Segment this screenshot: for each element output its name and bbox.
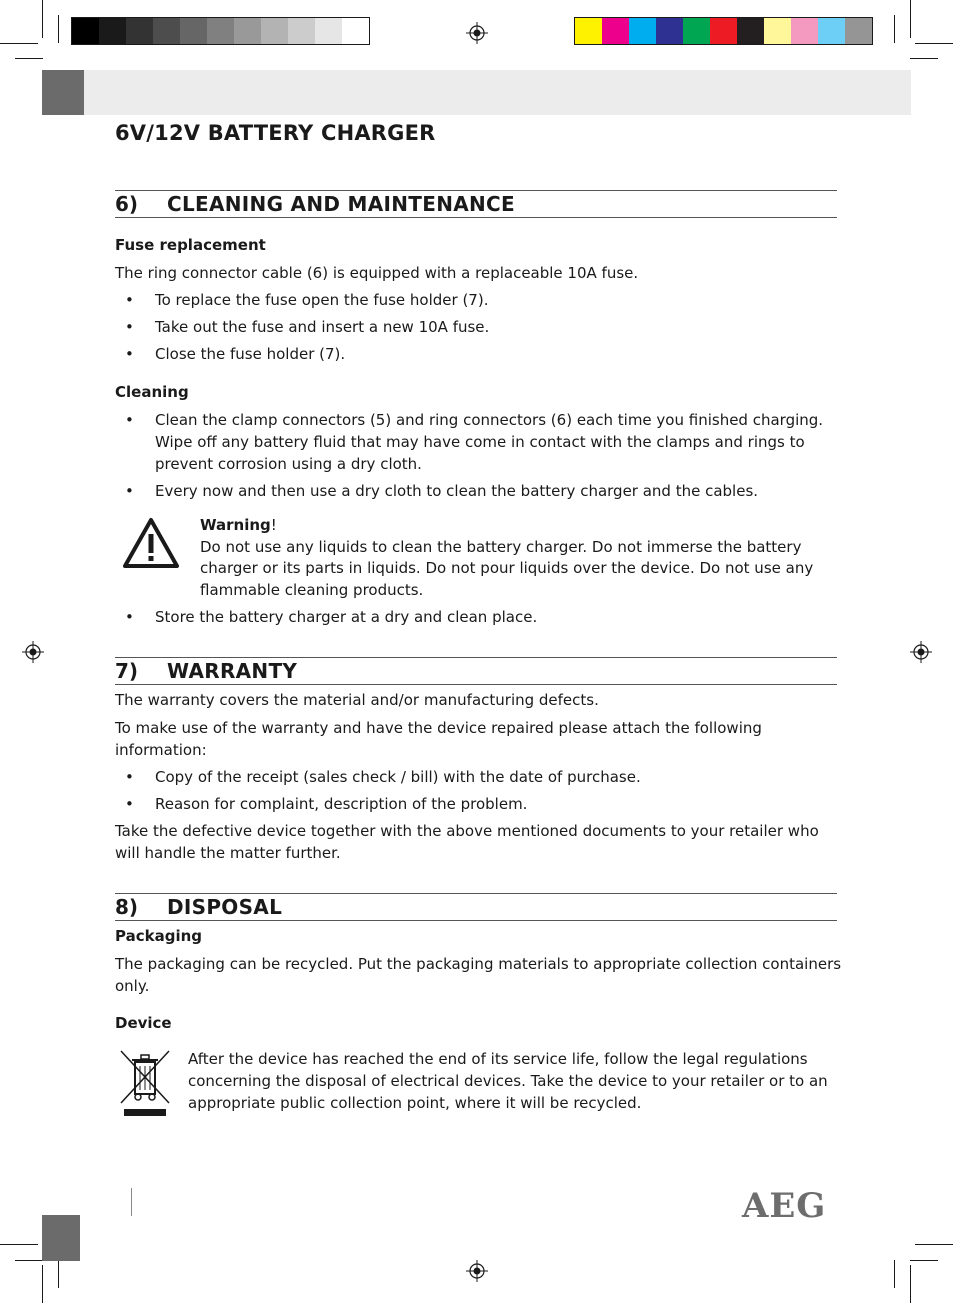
- calibration-swatch: [737, 18, 764, 44]
- warning-triangle-icon: [122, 517, 180, 569]
- calibration-swatch: [683, 18, 710, 44]
- packaging-text: The packaging can be recycled. Put the packaging materials to appropriate collection containers only.: [115, 955, 842, 995]
- header-band: [42, 70, 911, 115]
- warning-text: Do not use any liquids to clean the battery charger. Do not immerse the battery charger or its parts in liquids. Do not pour liquids over the device. Do not use any flammable cleaning products.: [200, 537, 814, 599]
- calibration-swatch: [153, 18, 180, 44]
- color-calibration-strip: [574, 17, 873, 45]
- calibration-swatch: [575, 18, 602, 44]
- crop-mark: [910, 58, 938, 59]
- crop-mark: [894, 1260, 895, 1288]
- warranty-paragraph: To make use of the warranty and have the device repaired please attach the following information:: [115, 719, 762, 759]
- section-title: WARRANTY: [167, 659, 298, 683]
- section-heading-warranty: [115, 657, 837, 685]
- calibration-swatch: [180, 18, 207, 44]
- section-heading-disposal: [115, 893, 837, 921]
- crop-mark: [915, 43, 953, 44]
- crop-mark: [915, 1244, 953, 1245]
- registration-mark-icon: [466, 22, 488, 44]
- crop-mark: [0, 43, 38, 44]
- calibration-swatch: [764, 18, 791, 44]
- registration-mark-icon: [466, 1260, 488, 1282]
- calibration-swatch: [710, 18, 737, 44]
- crop-mark: [58, 1260, 59, 1288]
- section-title: DISPOSAL: [167, 895, 283, 919]
- crop-mark: [15, 58, 43, 59]
- calibration-swatch: [288, 18, 315, 44]
- header-block: [42, 70, 84, 115]
- crop-mark: [42, 1265, 43, 1303]
- crop-mark: [910, 1265, 911, 1303]
- cleaning-heading: Cleaning: [115, 383, 189, 401]
- section-number: 8): [115, 895, 139, 919]
- document-title: 6V/12V BATTERY CHARGER: [115, 121, 436, 145]
- calibration-swatch: [629, 18, 656, 44]
- calibration-swatch: [234, 18, 261, 44]
- grey-calibration-strip: [71, 17, 370, 45]
- crop-mark: [910, 0, 911, 38]
- fuse-heading: Fuse replacement: [115, 236, 266, 254]
- crop-mark: [0, 1244, 38, 1245]
- warning-mark: !: [270, 516, 277, 534]
- warning-box: [200, 515, 840, 601]
- warranty-paragraph: Take the defective device together with the above mentioned documents to your retailer who will handle the matter further.: [115, 822, 819, 862]
- footer-block: [42, 1215, 80, 1261]
- warning-title: Warning: [200, 516, 271, 534]
- calibration-swatch: [342, 18, 369, 44]
- calibration-swatch: [126, 18, 153, 44]
- crop-mark: [910, 1260, 938, 1261]
- packaging-heading: Packaging: [115, 927, 202, 945]
- section-number: 7): [115, 659, 139, 683]
- fuse-intro: The ring connector cable (6) is equipped with a replaceable 10A fuse.: [115, 264, 639, 282]
- calibration-swatch: [818, 18, 845, 44]
- calibration-swatch: [791, 18, 818, 44]
- device-text: After the device has reached the end of its service life, follow the legal regulations concerning the disposal of electrical devices. Take the device to your retailer or to an appropriate public collection point, where it will be recycled.: [188, 1050, 828, 1112]
- brand-logo: AEG: [742, 1186, 827, 1226]
- calibration-swatch: [656, 18, 683, 44]
- calibration-swatch: [72, 18, 99, 44]
- calibration-swatch: [315, 18, 342, 44]
- calibration-swatch: [207, 18, 234, 44]
- calibration-swatch: [261, 18, 288, 44]
- crop-mark: [894, 15, 895, 43]
- footer-divider: [131, 1188, 132, 1216]
- calibration-swatch: [602, 18, 629, 44]
- warranty-paragraph: The warranty covers the material and/or manufacturing defects.: [115, 691, 599, 709]
- crop-mark: [58, 15, 59, 43]
- registration-mark-icon: [910, 641, 932, 663]
- section-heading-cleaning: [115, 190, 837, 218]
- section-title: CLEANING AND MAINTENANCE: [167, 192, 516, 216]
- registration-mark-icon: [22, 641, 44, 663]
- section-number: 6): [115, 192, 139, 216]
- crop-mark: [15, 1260, 43, 1261]
- weee-crossed-bin-icon: [118, 1048, 172, 1120]
- device-heading: Device: [115, 1014, 172, 1032]
- calibration-swatch: [99, 18, 126, 44]
- calibration-swatch: [845, 18, 872, 44]
- crop-mark: [42, 0, 43, 38]
